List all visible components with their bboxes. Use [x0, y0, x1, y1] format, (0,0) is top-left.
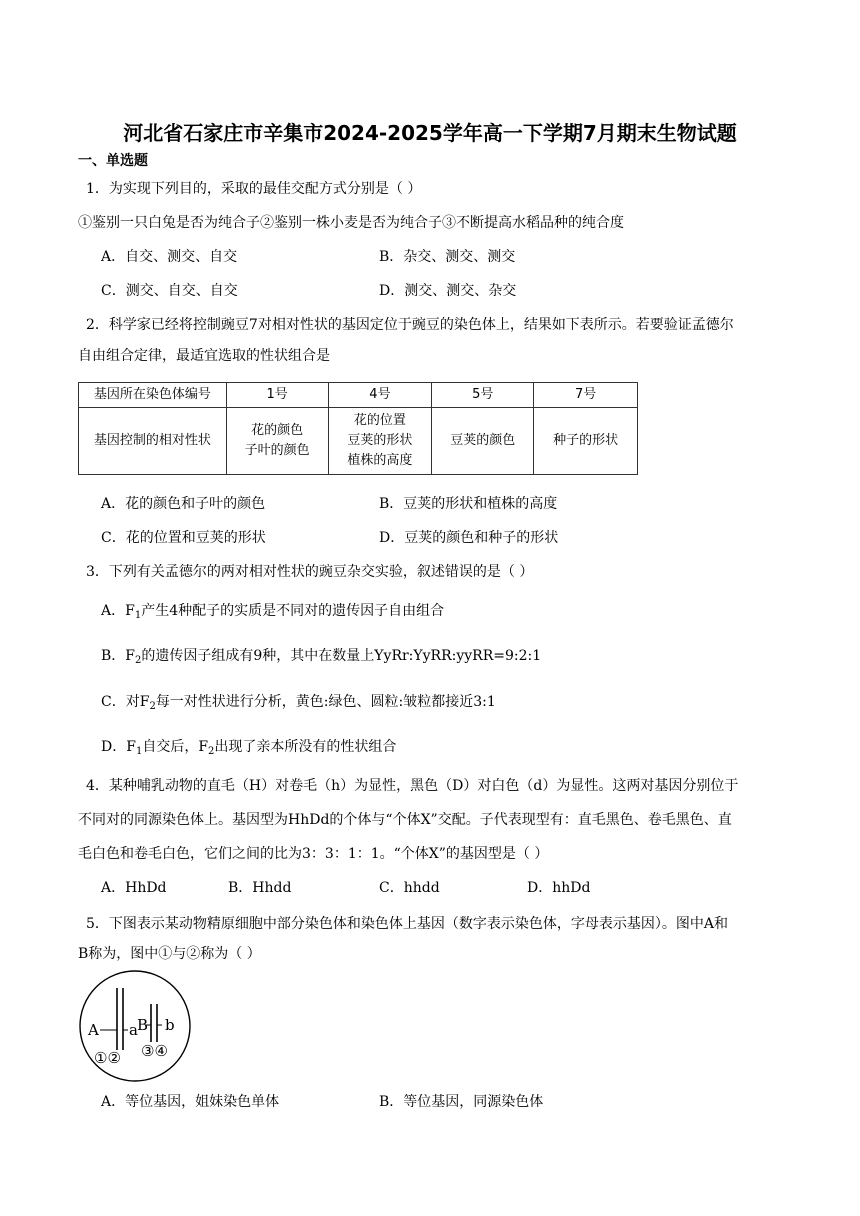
gene-label-B: B: [137, 1016, 149, 1034]
gene-label-b: b: [165, 1016, 175, 1034]
q4-option-b: B．Hhdd: [228, 880, 292, 896]
q3-stem: 3．下列有关孟德尔的两对相对性状的豌豆杂交实验，叙述错误的是（ ）: [86, 564, 534, 580]
gene-location-table: [78, 382, 638, 475]
q5-option-a: A．等位基因，姐妹染色单体: [101, 1094, 280, 1110]
trait-text: 花的位置: [353, 413, 406, 428]
table-cell: [534, 408, 638, 475]
q2-option-d: D．豆荚的颜色和种子的形状: [379, 530, 559, 546]
q2-option-a: A．花的颜色和子叶的颜色: [101, 496, 266, 512]
q4-stem-line3: 毛白色和卷毛白色，它们之间的比为3：3：1：1。“个体X”的基因型是（ ）: [78, 846, 549, 862]
q2-option-c: C．花的位置和豆荚的形状: [101, 530, 266, 546]
q1-option-d: D．测交、测交、杂交: [379, 283, 517, 299]
q3-option-a: A．$F_1$产生4种配子的实质是不同对的遗传因子自由组合: [101, 603, 445, 621]
q4-option-a: A．HhDd: [101, 880, 167, 896]
chromosome-label-3-4: ③④: [141, 1042, 168, 1060]
q5-stem-line1: 5．下图表示某动物精原细胞中部分染色体和染色体上基因（数字表示染色体，字母表示基因）。图中A和: [86, 916, 729, 932]
q3-option-c: C．对$F_2$每一对性状进行分析，黄色:绿色、圆粒:皱粒都接近3:1: [101, 694, 496, 712]
q2-stem-line1: 2．科学家已经将控制豌豆7对相对性状的基因定位于豌豆的染色体上，结果如下表所示。若要验证孟德尔: [86, 317, 734, 333]
q3-option-d: D．$F_1$自交后，$F_2$出现了亲本所没有的性状组合: [101, 739, 397, 757]
page-title: 河北省石家庄市辛集市2024-2025学年高一下学期7月期末生物试题: [123, 121, 737, 145]
trait-text: 植株的高度: [347, 453, 413, 468]
q1-option-a: A．自交、测交、自交: [101, 249, 238, 265]
chromosome-label-1-2: ①②: [94, 1049, 121, 1067]
table-row: [79, 408, 638, 475]
gene-label-A: A: [88, 1021, 99, 1039]
trait-text: 种子的形状: [553, 433, 619, 448]
q1-option-c: C．测交、自交、自交: [101, 283, 238, 299]
table-row-label: 基因控制的相对性状: [79, 408, 227, 475]
table-header-cell: 7号: [534, 383, 638, 408]
q3-option-b: B．$F_2$的遗传因子组成有9种，其中在数量上YyRr:YyRR:yyRR=9:2:1: [101, 648, 542, 666]
table-cell: [328, 408, 432, 475]
q1-stem: 1．为实现下列目的，采取的最佳交配方式分别是（ ）: [86, 181, 422, 197]
q4-option-c: C．hhdd: [379, 880, 440, 896]
q4-stem-line2: 不同对的同源染色体上。基因型为HhDd的个体与“个体X”交配。子代表现型有：直毛黑色、卷毛黑色、直: [78, 812, 732, 828]
table-header-cell: 基因所在染色体编号: [79, 383, 227, 408]
table-header-row: [79, 383, 638, 408]
table-cell: [432, 408, 534, 475]
gene-label-a: a: [129, 1021, 138, 1039]
q2-option-b: B．豆荚的形状和植株的高度: [379, 496, 558, 512]
trait-text: 子叶的颜色: [244, 443, 310, 458]
trait-text: 豆荚的形状: [347, 433, 413, 448]
table-header-cell: 4号: [328, 383, 432, 408]
q5-stem-line2: B称为，图中①与②称为（ ）: [78, 946, 261, 962]
q4-stem-line1: 4．某种哺乳动物的直毛（H）对卷毛（h）为显性，黑色（D）对白色（d）为显性。这两对基因分别位于: [86, 778, 739, 794]
trait-text: 豆荚的颜色: [450, 433, 516, 448]
table-cell: [226, 408, 328, 475]
trait-text: 花的颜色: [251, 423, 304, 438]
section-heading: 一、单选题: [78, 153, 148, 169]
q4-option-d: D．hhDd: [527, 880, 591, 896]
cell-chromosome-diagram: [78, 970, 198, 1090]
q1-option-b: B．杂交、测交、测交: [379, 249, 516, 265]
table-header-cell: 1号: [226, 383, 328, 408]
table-header-cell: 5号: [432, 383, 534, 408]
q5-option-b: B．等位基因，同源染色体: [379, 1094, 544, 1110]
q1-detail: ①鉴别一只白兔是否为纯合子②鉴别一株小麦是否为纯合子③不断提高水稻品种的纯合度: [78, 215, 624, 231]
q2-stem-line2: 自由组合定律，最适宜选取的性状组合是: [78, 348, 330, 364]
